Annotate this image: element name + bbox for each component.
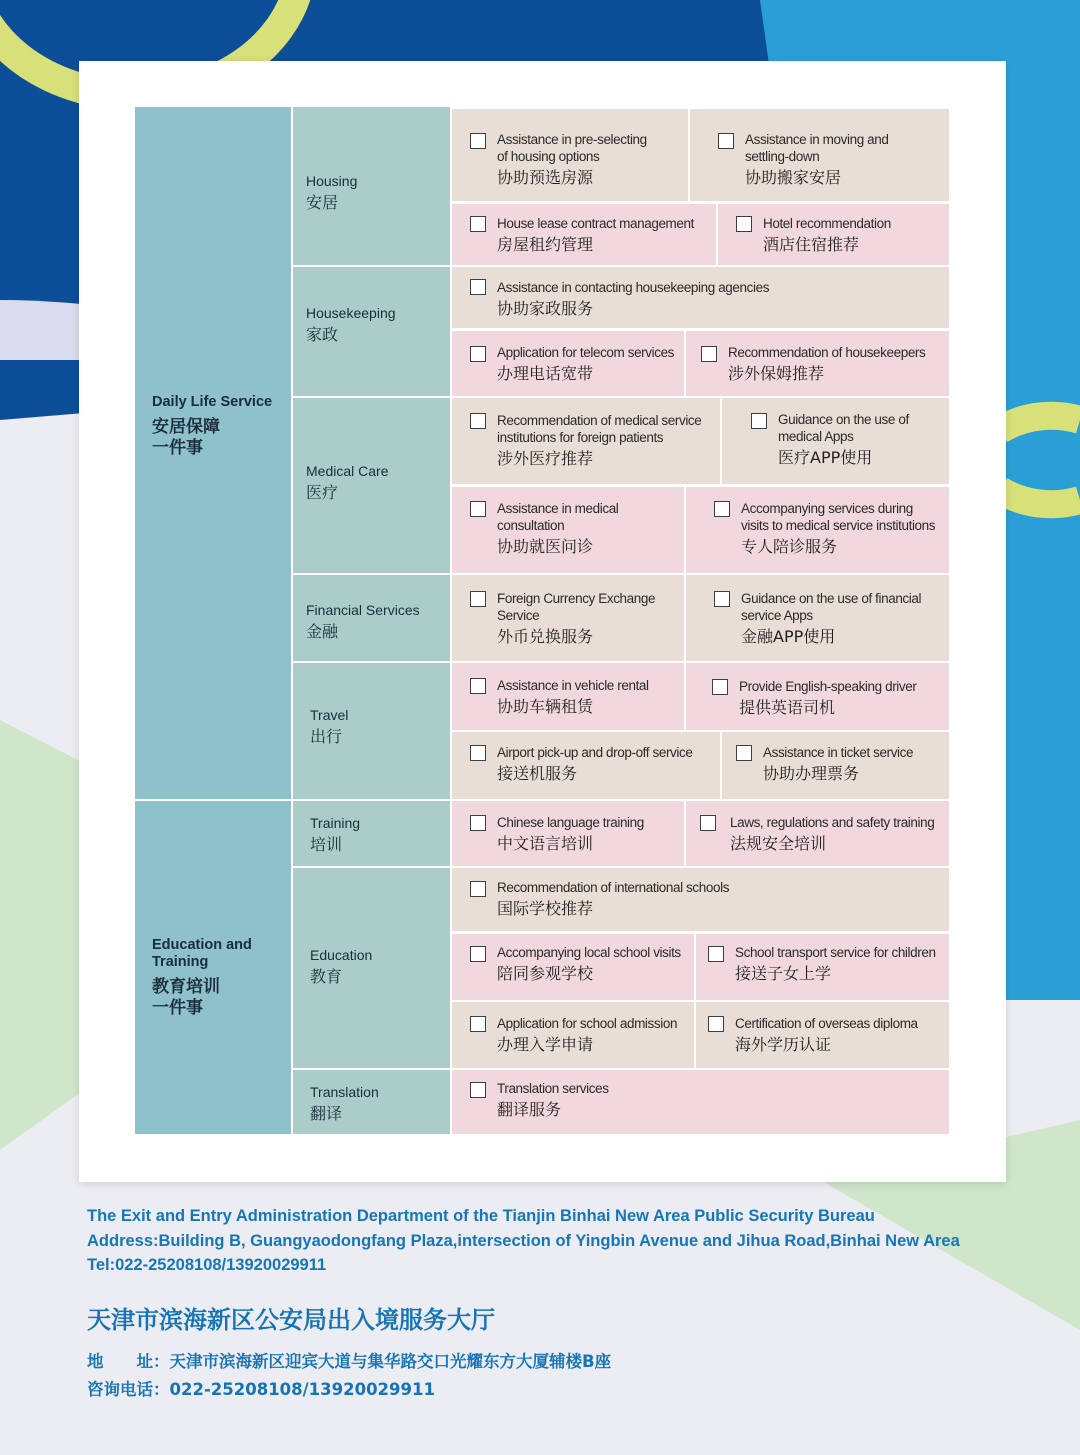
checkbox[interactable]	[470, 1016, 486, 1032]
checkbox[interactable]	[470, 279, 486, 295]
service-en: Assistance in medical	[497, 501, 619, 516]
checkbox[interactable]	[718, 133, 734, 149]
service-zh: 办理电话宽带	[497, 364, 594, 383]
service-zh: 协助预选房源	[497, 168, 594, 187]
service-row	[452, 109, 949, 201]
subcategory-en: Housekeeping	[306, 305, 396, 321]
category-zh: 一件事	[152, 998, 203, 1018]
service-zh: 涉外医疗推荐	[497, 449, 594, 468]
service-cell	[452, 1002, 694, 1068]
service-en: Recommendation of housekeepers	[728, 345, 926, 360]
checkbox[interactable]	[470, 501, 486, 517]
service-zh: 陪同参观学校	[497, 964, 594, 983]
service-table	[135, 107, 949, 1134]
checkbox[interactable]	[470, 133, 486, 149]
service-en: Service	[497, 608, 540, 623]
service-en: Assistance in ticket service	[763, 745, 914, 760]
footer-title-zh: 天津市滨海新区公安局出入境服务大厅	[87, 1306, 495, 1334]
service-zh: 医疗APP使用	[778, 448, 873, 467]
checkbox[interactable]	[470, 678, 486, 694]
service-zh: 酒店住宿推荐	[763, 235, 860, 254]
service-cell	[452, 663, 684, 730]
subcategory-translation	[293, 1070, 450, 1134]
service-en: Hotel recommendation	[763, 216, 891, 231]
service-cell	[452, 109, 688, 201]
service-en: Airport pick-up and drop-off service	[497, 745, 693, 760]
service-cell	[686, 331, 949, 396]
checkbox[interactable]	[736, 216, 752, 232]
category-zh: 安居保障	[152, 417, 220, 437]
service-cell	[452, 487, 684, 573]
service-en: Recommendation of medical service	[497, 413, 702, 428]
service-cell	[452, 801, 684, 866]
service-zh: 涉外保姆推荐	[728, 364, 825, 383]
subcategory-zh: 医疗	[306, 483, 339, 502]
service-cell	[722, 732, 949, 799]
service-en: institutions for foreign patients	[497, 430, 664, 445]
service-en: medical Apps	[778, 429, 854, 444]
service-cell	[452, 331, 684, 396]
footer-phone-label: 咨询电话：	[87, 1380, 170, 1399]
checkbox[interactable]	[470, 591, 486, 607]
service-en: House lease contract management	[497, 216, 694, 231]
service-cell	[722, 398, 949, 484]
service-zh: 接送机服务	[497, 764, 578, 783]
service-en: Recommendation of international schools	[497, 880, 730, 895]
service-cell	[696, 934, 949, 1000]
subcategory-en: Training	[310, 815, 361, 831]
service-row	[452, 398, 949, 484]
footer-phone-zh	[87, 1376, 435, 1400]
checkbox[interactable]	[714, 501, 730, 517]
service-en: Guidance on the use of financial	[741, 591, 922, 606]
subcategory-en: Education	[310, 947, 373, 963]
checkbox[interactable]	[470, 946, 486, 962]
subcategory-zh: 安居	[306, 193, 339, 212]
service-zh: 金融APP使用	[741, 627, 836, 646]
service-en: Foreign Currency Exchange	[497, 591, 656, 606]
service-cell	[452, 575, 684, 661]
service-zh: 办理入学申请	[497, 1035, 594, 1054]
service-en: Chinese language training	[497, 815, 644, 830]
checkbox[interactable]	[701, 346, 717, 362]
checkbox[interactable]	[700, 815, 716, 831]
service-en: Translation services	[497, 1081, 609, 1096]
subcategory-en: Translation	[310, 1084, 379, 1100]
service-zh: 国际学校推荐	[497, 899, 594, 918]
service-en: School transport service for children	[735, 945, 936, 960]
checkbox[interactable]	[708, 946, 724, 962]
service-zh: 协助办理票务	[763, 764, 860, 783]
checkbox[interactable]	[714, 591, 730, 607]
service-zh: 海外学历认证	[735, 1035, 832, 1054]
category-zh: 教育培训	[152, 977, 220, 997]
service-en: Guidance on the use of	[778, 412, 909, 427]
service-en: of housing options	[497, 149, 600, 164]
checkbox[interactable]	[470, 1082, 486, 1098]
subcategory-zh: 金融	[306, 622, 339, 641]
checkbox[interactable]	[470, 815, 486, 831]
service-en: Assistance in moving and	[745, 132, 889, 147]
checkbox[interactable]	[470, 745, 486, 761]
service-cell	[690, 109, 949, 201]
footer-address-value: 天津市滨海新区迎宾大道与集华路交口光耀东方大厦辅楼B座	[169, 1352, 612, 1371]
checkbox[interactable]	[736, 745, 752, 761]
service-cell	[452, 868, 949, 931]
subcategory-education	[293, 868, 450, 1068]
footer-address-zh	[87, 1348, 611, 1372]
service-cell	[452, 732, 720, 799]
subcategory-medical-care	[293, 398, 450, 573]
service-en: Application for school admission	[497, 1016, 678, 1031]
service-en: Assistance in pre-selecting	[497, 132, 647, 147]
footer-address-label: 地 址：	[87, 1352, 170, 1371]
subcategory-en: Housing	[306, 173, 358, 189]
service-cell	[452, 1070, 949, 1134]
checkbox[interactable]	[470, 216, 486, 232]
service-en: consultation	[497, 518, 565, 533]
service-row	[452, 1002, 949, 1068]
service-zh: 法规安全培训	[730, 834, 827, 853]
service-row	[452, 204, 949, 265]
service-cell	[686, 801, 949, 866]
checkbox[interactable]	[470, 881, 486, 897]
checkbox[interactable]	[712, 679, 728, 695]
subcategory-training	[293, 801, 450, 866]
service-row	[452, 331, 949, 396]
service-cell	[452, 934, 694, 1000]
subcategory-zh: 家政	[306, 325, 339, 344]
service-cell	[686, 487, 949, 573]
subcategory-zh: 培训	[310, 835, 343, 854]
service-cell	[696, 1002, 949, 1068]
service-zh: 协助家政服务	[497, 299, 594, 318]
service-en: service Apps	[741, 608, 813, 623]
service-en: Application for telecom services	[497, 345, 675, 360]
footer-phone-value: 022-25208108/13920029911	[169, 1380, 435, 1399]
category-en: Daily Life Service	[152, 394, 273, 410]
category-daily-life	[135, 107, 291, 799]
category-en: Training	[152, 954, 209, 970]
service-en: Laws, regulations and safety training	[730, 815, 935, 830]
category-education-training	[135, 801, 291, 1134]
service-cell	[718, 204, 949, 265]
service-en: Assistance in contacting housekeeping agencies	[497, 280, 770, 295]
subcategory-en: Financial Services	[306, 602, 420, 618]
service-cell	[452, 398, 720, 484]
service-en: visits to medical service institutions	[741, 518, 936, 533]
checkbox[interactable]	[708, 1016, 724, 1032]
service-en: Certification of overseas diploma	[735, 1016, 918, 1031]
subcategory-housing	[293, 107, 450, 265]
category-zh: 一件事	[152, 438, 203, 458]
service-zh: 外币兑换服务	[497, 627, 594, 646]
service-zh: 专人陪诊服务	[741, 537, 838, 556]
service-row	[452, 934, 949, 1000]
subcategory-housekeeping	[293, 267, 450, 396]
checkbox[interactable]	[470, 346, 486, 362]
footer-department: The Exit and Entry Administration Department of the Tianjin Binhai New Area Public Security Bureau	[87, 1207, 875, 1225]
footer-address-en: Address:Building B, Guangyaodongfang Plaza,intersection of Yingbin Avenue and Jihua Road,Binhai New Area	[87, 1232, 960, 1250]
service-en: Provide English-speaking driver	[739, 679, 917, 694]
subcategory-zh: 教育	[310, 967, 343, 986]
service-row	[452, 575, 949, 661]
subcategory-zh: 出行	[310, 727, 343, 746]
service-en: Accompanying local school visits	[497, 945, 681, 960]
service-cell	[452, 204, 716, 265]
service-row	[452, 267, 949, 328]
service-zh: 协助车辆租赁	[497, 697, 594, 716]
service-en: Assistance in vehicle rental	[497, 678, 649, 693]
service-cell	[686, 663, 949, 730]
service-cell	[452, 267, 949, 328]
checkbox[interactable]	[751, 413, 767, 429]
service-zh: 提供英语司机	[739, 698, 836, 717]
subcategory-financial-services	[293, 575, 450, 661]
checkbox[interactable]	[470, 413, 486, 429]
service-zh: 房屋租约管理	[497, 235, 594, 254]
service-row	[452, 732, 949, 799]
service-row	[452, 868, 949, 931]
service-zh: 接送子女上学	[735, 964, 832, 983]
subcategory-zh: 翻译	[310, 1104, 343, 1123]
service-zh: 协助搬家安居	[745, 168, 842, 187]
service-row	[452, 663, 949, 730]
footer-tel-en: Tel:022-25208108/13920029911	[87, 1256, 327, 1274]
service-zh: 翻译服务	[497, 1100, 562, 1119]
service-zh: 中文语言培训	[497, 834, 594, 853]
subcategory-travel	[293, 663, 450, 799]
subcategory-en: Travel	[310, 707, 349, 723]
category-en: Education and	[152, 937, 252, 953]
service-en: settling-down	[745, 149, 820, 164]
service-cell	[686, 575, 949, 661]
service-row	[452, 487, 949, 573]
service-zh: 协助就医问诊	[497, 537, 594, 556]
service-row	[452, 801, 949, 866]
service-en: Accompanying services during	[741, 501, 913, 516]
service-row	[452, 1070, 949, 1134]
subcategory-en: Medical Care	[306, 463, 389, 479]
